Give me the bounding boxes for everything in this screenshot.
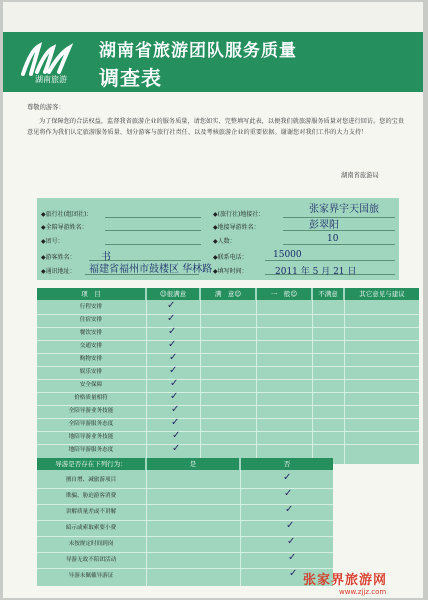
divider [37, 353, 419, 354]
divider [37, 366, 419, 367]
check-mark[interactable]: ✓ [284, 488, 293, 499]
col-header-very-satisfied: ☺很满意 [147, 288, 199, 300]
letter-signature: 湖南省旅游局 [341, 172, 379, 179]
site-url: www.zjjz.com [339, 588, 387, 596]
smile-icon: ☺ [159, 290, 167, 298]
col-header-item: 项 目 [37, 288, 145, 300]
guide-name-label: ◆全陪导游姓名： [41, 224, 88, 231]
divider [37, 379, 419, 380]
check-mark[interactable]: ✓ [288, 552, 297, 563]
group-no-label: ◆团号： [41, 238, 64, 245]
logo-text: 湖南旅游 [35, 75, 67, 84]
table-row-label: 地陪导游服务态度 [68, 447, 114, 453]
col-header-average: 一 般☺ [257, 288, 311, 300]
check-mark[interactable]: ✓ [172, 430, 181, 441]
divider [200, 300, 201, 464]
site-watermark: 张家界旅游网 [303, 573, 388, 588]
phone-value: 15000 [273, 250, 302, 260]
divider [37, 327, 419, 328]
table-row-label: 全陪导游业务技能 [68, 408, 114, 414]
table-row-label: 购物安排 [79, 356, 103, 362]
divider [37, 418, 419, 419]
page-title: 湖南省旅游团队服务质量 [99, 41, 297, 61]
local-guide-field[interactable] [283, 230, 395, 231]
check-mark[interactable]: ✓ [289, 568, 298, 579]
check-mark[interactable]: ✓ [170, 391, 179, 402]
check-mark[interactable]: ✓ [287, 536, 296, 547]
table-row-label: 价格质量相符 [74, 395, 108, 401]
table-row-label: 安全保障 [79, 382, 103, 388]
count-value: 10 [327, 234, 339, 244]
check-mark[interactable]: ✓ [171, 417, 180, 428]
divider [37, 392, 419, 393]
local-guide-label: ◆地接导游姓名： [213, 224, 260, 231]
behavior-header-question: 导游是否存在下列行为： [37, 458, 145, 470]
divider [37, 405, 419, 406]
letter-body: 为了保障您的合法权益，监督我省旅游企业的服务质量，请您如实、完整填写此表，以便我们就旅游服务质量对您进行回访。您的宝贵意见将作为我们认定旅游服务质量、划分游客与旅行社责任、以及考核旅游企业的重要依据。谢谢您对我们工作的大力支持！ [27, 118, 405, 136]
check-mark[interactable]: ✓ [171, 404, 180, 415]
address-label: ◆通讯地址： [41, 268, 76, 275]
table-row-label: 娱乐安排 [79, 369, 103, 375]
check-mark[interactable]: ✓ [169, 365, 178, 376]
list-item: 擅自增、减旅游项目 [65, 477, 117, 483]
check-mark[interactable]: ✓ [283, 472, 292, 483]
table-row-label: 住宿安排 [79, 317, 103, 323]
list-item: 导游无故不陪团活动 [65, 557, 117, 563]
guide-behavior-table [37, 458, 333, 586]
divider [256, 300, 257, 464]
smile-icon: ☺ [290, 290, 298, 298]
table-row-label: 行程安排 [79, 304, 103, 310]
check-mark[interactable]: ✓ [285, 504, 294, 515]
satisfaction-table [37, 288, 419, 464]
list-item: 讲解质量差或不讲解 [65, 509, 117, 515]
divider [344, 300, 345, 464]
phone-label: ◆联系电话： [213, 254, 248, 261]
divider [37, 444, 419, 445]
divider [37, 431, 419, 432]
smile-icon: ☺ [234, 290, 242, 298]
list-item: 导游未佩戴导游证 [68, 573, 114, 579]
local-guide-value: 彭翠阳 [309, 220, 339, 231]
local-agency-value: 张家界宇天国旅 [309, 204, 379, 215]
col-header-satisfied: 满 意☺ [201, 288, 255, 300]
check-mark[interactable]: ✓ [168, 326, 177, 337]
check-mark[interactable]: ✓ [170, 378, 179, 389]
agency-label: ◆旅行社(组团社)： [41, 211, 93, 218]
table-row-label: 地陪导游业务技能 [68, 434, 114, 440]
check-mark[interactable]: ✓ [167, 300, 176, 311]
count-label: ◆人数： [213, 238, 236, 245]
tourist-name-label: ◆游客姓名： [41, 254, 76, 261]
behavior-header-no: 否 [241, 458, 333, 470]
address-value: 福建省福州市鼓楼区 华林路 [89, 264, 213, 275]
phone-field[interactable] [265, 260, 395, 261]
header-banner [3, 32, 423, 92]
survey-sheet [3, 2, 423, 598]
count-field[interactable] [283, 244, 395, 245]
group-no-field[interactable] [105, 244, 201, 245]
check-mark[interactable]: ✓ [169, 352, 178, 363]
header-top-band [3, 2, 423, 32]
tourist-name-value: 书 [101, 252, 111, 263]
divider [146, 300, 147, 464]
date-value: 2011 年 5 月 21 日 [275, 267, 357, 277]
divider [312, 300, 313, 464]
guide-name-field[interactable] [105, 230, 201, 231]
check-mark[interactable]: ✓ [167, 313, 176, 324]
local-agency-label: ◆(旅行社)地接社： [213, 211, 265, 218]
behavior-header-yes: 是 [147, 458, 239, 470]
check-mark[interactable]: ✓ [172, 443, 181, 454]
list-item: 暗示或索取索要小费 [65, 525, 117, 531]
divider [37, 340, 419, 341]
table-row-label: 餐饮安排 [79, 330, 103, 336]
agency-field[interactable] [105, 217, 201, 218]
check-mark[interactable]: ✓ [286, 520, 295, 531]
divider [37, 314, 419, 315]
col-header-dissatisfied: 不满意 [313, 288, 343, 300]
check-mark[interactable]: ✓ [168, 339, 177, 350]
list-item: 欺骗、胁迫游客消费 [65, 493, 117, 499]
table-row-label: 全陪导游服务态度 [68, 421, 114, 427]
local-agency-field[interactable] [283, 217, 395, 218]
page-subtitle: 调查表 [99, 66, 162, 90]
date-label: ◆填写时间： [213, 268, 248, 275]
salutation: 尊敬的游客： [27, 104, 65, 111]
list-item: 未按规定时间到岗 [68, 541, 114, 547]
info-section [37, 198, 399, 280]
table-row-label: 交通安排 [79, 343, 103, 349]
col-header-comments: 其它意见与建议 [345, 288, 419, 300]
